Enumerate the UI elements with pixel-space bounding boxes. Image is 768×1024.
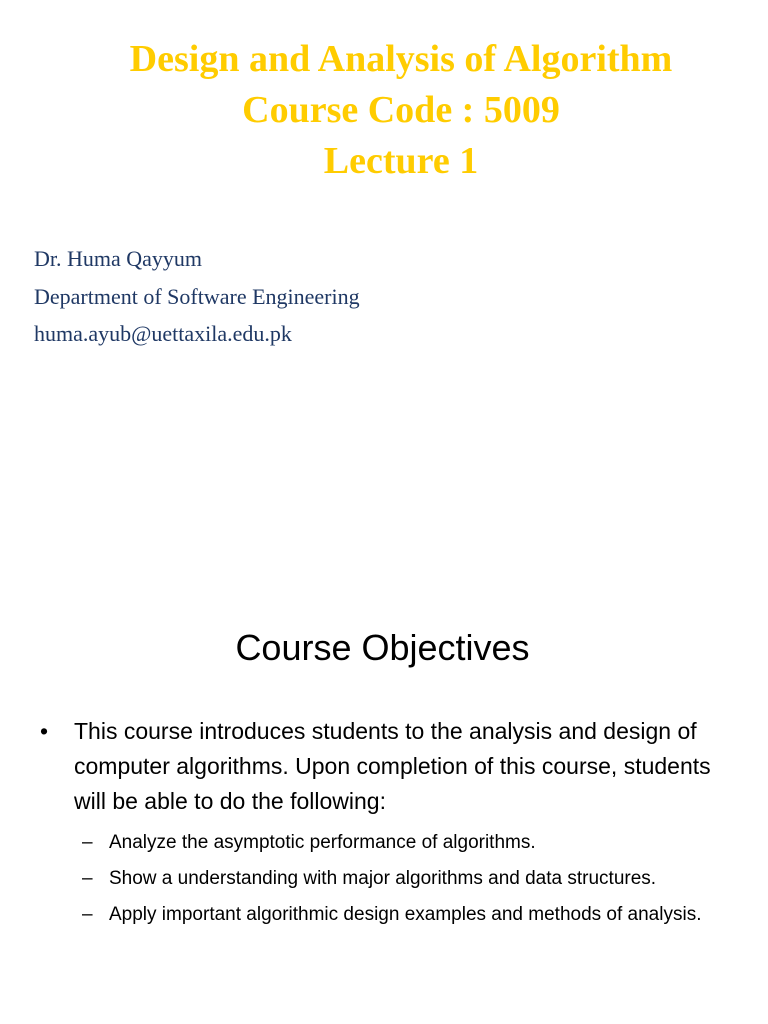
objectives-sub-list: [82, 828, 742, 936]
objectives-main-bullet: [40, 714, 740, 819]
sub-item-dash: –: [82, 832, 93, 853]
author-name: Dr. Huma Qayyum: [34, 246, 203, 271]
sub-item-text: Show a understanding with major algorithms and data structures.: [109, 868, 657, 889]
sub-item-text: Apply important algorithmic design examples and methods of analysis.: [109, 904, 702, 925]
title-line-course-code: Course Code : 5009: [242, 89, 560, 131]
slide-title-heading: [0, 34, 768, 187]
sub-item-dash: –: [82, 904, 93, 925]
title-line-course-name: Design and Analysis of Algorithm: [129, 38, 673, 80]
bullet-marker: •: [40, 718, 49, 744]
sub-list-item: [82, 864, 742, 894]
objectives-heading-text: Course Objectives: [235, 627, 530, 668]
sub-item-text: Analyze the asymptotic performance of algorithms.: [109, 832, 536, 853]
objectives-heading: [0, 624, 768, 672]
title-line-lecture: Lecture 1: [323, 140, 479, 182]
sub-list-item: [82, 828, 742, 858]
author-email: huma.ayub@uettaxila.edu.pk: [34, 321, 292, 346]
sub-item-dash: –: [82, 868, 93, 889]
bullet-text: This course introduces students to the analysis and design of computer algorithms. Upon completion of this course, students will be able to do the following:: [74, 718, 711, 814]
sub-list-item: [82, 900, 742, 930]
author-department: Department of Software Engineering: [34, 283, 360, 309]
author-info: [34, 240, 360, 353]
